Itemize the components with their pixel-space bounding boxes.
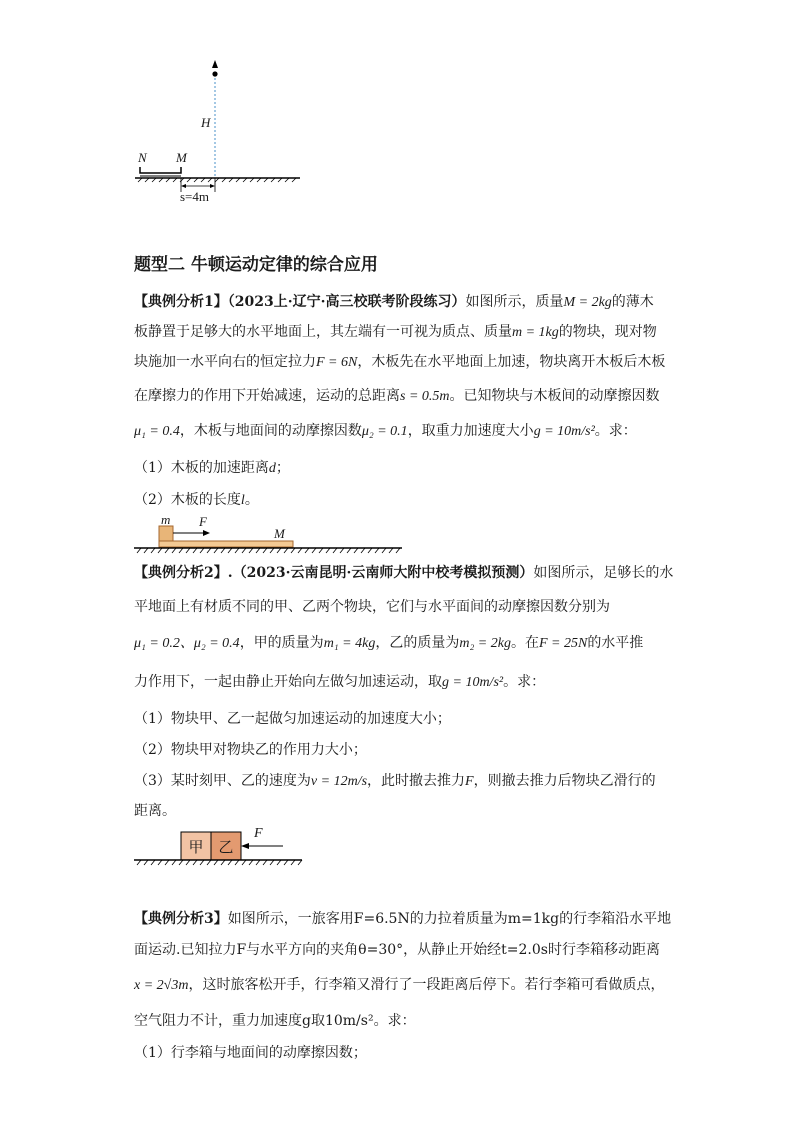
ex2-text: 。求： — [503, 674, 546, 690]
ex2-q3-text: ，则撤去推力后物块乙滑行的 — [473, 773, 656, 789]
ex2-mu-eq: μ₁ = 0.2、μ₂ = 0.4 — [134, 636, 240, 651]
ex2-question-1: （1）物块甲、乙一起做匀加速运动的加速度大小； — [134, 711, 451, 727]
ex2-tag: 【典例分析2】 — [134, 565, 228, 581]
push-force-arrow — [241, 843, 249, 849]
label-N: N — [138, 150, 147, 165]
ex3-x-eq: x = 2√3m — [134, 978, 189, 993]
ex1-text: ，木板与地面间的动摩擦因数 — [179, 423, 362, 439]
ex2-label-F: F — [254, 826, 263, 841]
ex2-q3-text: ，此时撤去推力 — [367, 773, 466, 789]
ex1-text: 的薄木 — [611, 294, 654, 310]
ex1-text: 如图所示，质量 — [465, 294, 564, 310]
ex1-q2-end: 。 — [244, 492, 259, 508]
block-jia-label: 甲 — [188, 838, 204, 856]
ex2-F-eq: F = 25N — [538, 636, 588, 651]
ex2-text: 的水平推 — [587, 635, 644, 651]
ex1-mu2-eq: μ₂ = 0.1 — [361, 424, 408, 439]
ex3-tag: 【典例分析3】 — [134, 911, 228, 927]
ex1-mu1-eq: μ₁ = 0.4 — [134, 424, 180, 439]
ex2-text: ，甲的质量为 — [239, 635, 324, 651]
ex1-F-eq: F = 6N — [316, 355, 358, 370]
ex2-text: 。在 — [510, 635, 539, 651]
ex3-line-3 — [134, 975, 664, 996]
ex1-g-eq: g = 10m/s² — [533, 424, 595, 439]
ex1-question-1 — [134, 458, 290, 479]
ex1-source: （2023上·辽宁·高三校联考阶段练习） — [227, 294, 466, 310]
ex2-question-3-cont: 距离。 — [134, 803, 176, 819]
ex2-line-4 — [134, 672, 545, 693]
ex2-text: 如图所示，足够长的水 — [533, 565, 674, 581]
force-F-arrow — [203, 530, 210, 536]
ex2-source: .（2023·云南昆明·云南师大附中校考模拟预测） — [227, 565, 534, 581]
ex1-tag: 【典例分析1】 — [134, 294, 228, 310]
ex2-q3-var: F — [465, 774, 474, 789]
ex3-line-1 — [134, 909, 671, 929]
block-m — [159, 526, 173, 541]
ex3-line-2: 面运动.已知拉力F与水平方向的夹角θ=30°，从静止开始经t=2.0s时行李箱移动距离 — [134, 942, 660, 958]
launch-diagram — [0, 0, 794, 210]
ex2-g-eq: g = 10m/s² — [442, 675, 504, 690]
board-shape — [140, 167, 181, 173]
ex2-m1-eq: m₁ = 4kg — [323, 636, 376, 651]
ex3-text: ，这时旅客松开手，行李箱又滑行了一段距离后停下。若行李箱可看做质点， — [188, 977, 665, 993]
ex1-label-m: m — [161, 512, 171, 527]
ex3-line-4: 空气阻力不计，重力加速度g取10m/s²。求： — [134, 1013, 416, 1029]
ex1-question-2 — [134, 490, 259, 511]
ex1-q2-var: l — [240, 493, 245, 508]
ex1-text: 板静置于足够大的水平地面上，其左端有一可视为质点、质量 — [134, 324, 512, 340]
ex1-q1-end: ； — [275, 460, 290, 476]
ex1-q1-var: d — [268, 461, 276, 476]
projectile-dot — [212, 71, 217, 76]
ex1-q1-text: （1）木板的加速距离 — [134, 460, 269, 476]
label-M: M — [176, 150, 187, 165]
ex2-text: 力作用下，一起由静止开始向左做匀加速运动，取 — [134, 674, 442, 690]
ex1-text: 。已知物块与木板间的动摩擦因数 — [449, 388, 660, 404]
ex1-line-3 — [134, 352, 665, 373]
ex2-q3-text: （3）某时刻甲、乙的速度为 — [134, 773, 311, 789]
ex2-line-3 — [134, 633, 643, 654]
ex2-text: ，乙的质量为 — [375, 635, 460, 651]
ex1-q2-text: （2）木板的长度 — [134, 492, 241, 508]
ex1-text: ，木板先在水平地面上加速，物块离开木板后木板 — [357, 354, 666, 370]
ex2-line-1 — [134, 563, 673, 583]
ex1-diagram — [0, 510, 794, 570]
ex1-text: 。求： — [594, 423, 637, 439]
s-arrow-right — [210, 184, 215, 188]
ex1-text: 在摩擦力的作用下开始减速，运动的总距离 — [134, 388, 400, 404]
ex2-question-3 — [134, 771, 656, 792]
ex1-M-eq: M = 2kg — [563, 295, 612, 310]
ex2-question-2: （2）物块甲对物块乙的作用力大小； — [134, 742, 367, 758]
ex1-label-F: F — [199, 514, 207, 529]
ex1-line-4 — [134, 386, 660, 407]
ex2-line-2: 平地面上有材质不同的甲、乙两个物块，它们与水平面间的动摩擦因数分别为 — [134, 599, 610, 615]
up-arrow-head — [212, 60, 218, 68]
block-yi-label: 乙 — [218, 838, 234, 856]
ex1-text: ，取重力加速度大小 — [407, 423, 534, 439]
ex1-m-eq: m = 1kg — [512, 325, 559, 340]
ex1-label-M: M — [274, 526, 285, 541]
label-H: H — [201, 115, 211, 130]
label-s: s=4m — [180, 189, 210, 204]
section-title: 题型二 牛顿运动定律的综合应用 — [134, 255, 378, 275]
board-M — [159, 541, 293, 547]
ex2-v-eq: v = 12m/s — [310, 774, 368, 789]
ex2-m2-eq: m₂ = 2kg — [459, 636, 511, 651]
ex1-text: 的物块，现对物 — [558, 324, 657, 340]
ex1-text: 块施加一水平向右的恒定拉力 — [134, 354, 316, 370]
ex1-line-5 — [134, 421, 637, 442]
ex1-line-1 — [134, 292, 654, 313]
s-arrow-left — [181, 184, 186, 188]
ex2-diagram — [0, 828, 794, 878]
ex3-question-1: （1）行李箱与地面间的动摩擦因数； — [134, 1045, 367, 1061]
ex1-line-2 — [134, 322, 657, 343]
ex1-s-eq: s = 0.5m — [400, 389, 450, 404]
ex3-text: 如图所示，一旅客用F=6.5N的力拉着质量为m=1kg的行李箱沿水平地 — [227, 911, 672, 927]
